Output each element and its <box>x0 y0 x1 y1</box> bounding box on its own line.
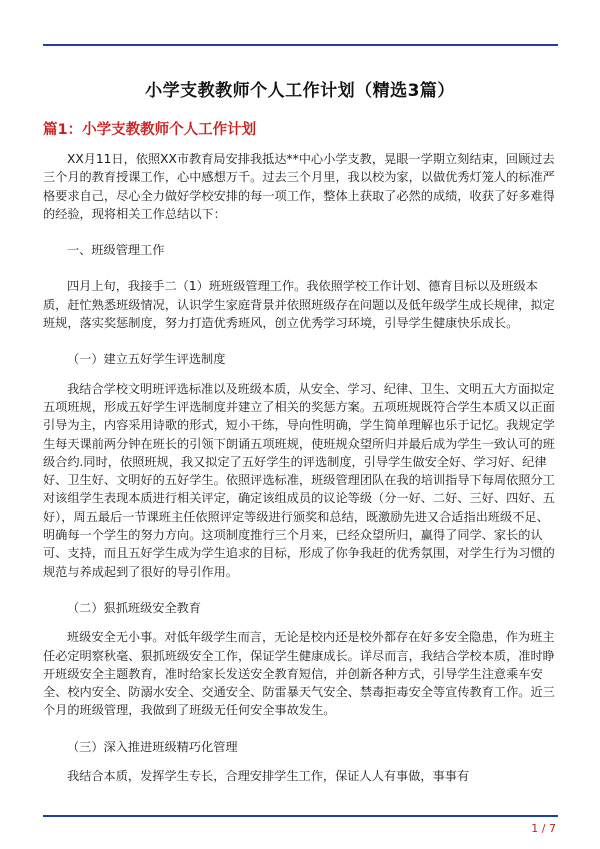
page-separator: / <box>541 822 546 835</box>
paragraph-refined-management: 我结合本质，发挥学生专长，合理安排学生工作，保证人人有事做，事事有 <box>67 769 470 784</box>
paragraph-class-management: 四月上旬，我接手二（1）班班级管理工作。我依照学校工作计划、德育目标以及班级本质，赶忙熟悉班级情况，认识学生家庭背景并依照班级存在问题以及低年级学生成长规律，拟定班规，落实奖惩制度，努力打造优秀班风，创立优秀学习环境，引导学生健康快乐成长。 <box>43 279 555 331</box>
document-title: 小学支教教师个人工作计划（精选3篇） <box>145 81 455 101</box>
subheading-refined-management: （三）深入推进班级精巧化管理 <box>67 739 238 754</box>
page-current: 1 <box>531 822 539 835</box>
page-indicator <box>531 822 556 835</box>
subheading-safety: （二）狠抓班级安全教育 <box>67 600 202 615</box>
document-body <box>43 150 558 785</box>
page-total: 7 <box>549 822 556 835</box>
header-rule <box>43 44 558 46</box>
intro-paragraph: XX月11日，依照XX市教育局安排我抵达**中心小学支教，晃眼一学期立刻结束，回顾过去三个月的教育授课工作，心中感想万千。过去三个月里，我以校为家，以做优秀灯笼人的标准严格要求自己，尽心全力做好学校安排的每一项工作，整体上获取了必然的成绩，收获了好多难得的经验，现将相关工作总结以下： <box>43 152 555 221</box>
paragraph-safety: 班级安全无小事。对低年级学生而言，无论是校内还是校外都存在好多安全隐患，作为班主任必定明察秋毫、狠抓班级安全工作，保证学生健康成长。详尽而言，我结合学校本质，准时睁开班级安全主题教育，准时给家长发送安全教育短信，并创新各种方式，引导学生注意乘车安全、校内安全、防溺水安全、交通安全、防雷暴天气安全、禁毒拒毒安全等宣传教育工作。近三个月的班级管理，我做到了班级无任何安全事故发生。 <box>43 630 555 718</box>
subheading-five-good: （一）建立五好学生评选制度 <box>67 352 226 367</box>
section-heading: 篇1：小学支教教师个人工作计划 <box>43 122 257 138</box>
heading-class-management: 一、班级管理工作 <box>67 243 165 258</box>
paragraph-five-good: 我结合学校文明班评选标准以及班级本质，从安全、学习、纪律、卫生、文明五大方面拟定五项班规，形成五好学生评选制度并建立了相关的奖惩方案。五项班规既符合学生本质又以正面引导为主，内容采用诗歌的形式，短小干练，导向性明确，学生简单理解也乐于记忆。我规定学生每天课前两分钟在班长的引领下朗诵五项班规，使班规众望所归并最后成为学生一致认可的班级合约.同时，依照班规，我又拟定了五好学生的评选制度，引导学生做安全好、学习好、纪律好、卫生好、文明好的五好学生。依照评选标准，班级管理团队在我的培训指导下每周依照分工对该组学生表现本质进行相关评定，确定该组成员的议论等级（分一好、二好、三好、四好、五好），周五最后一节课班主任依照评定等级进行颁奖和总结，既激励先进又合适指出班级不足、明确每一个学生的努力方向。这项制度推行三个月来，已经众望所归，赢得了同学、家长的认可、支持，而且五好学生成为学生追求的目标，形成了你争我赶的优秀氛围，对学生行为习惯的规范与养成起到了很好的导引作用。 <box>43 381 555 579</box>
footer-rule <box>43 815 558 817</box>
